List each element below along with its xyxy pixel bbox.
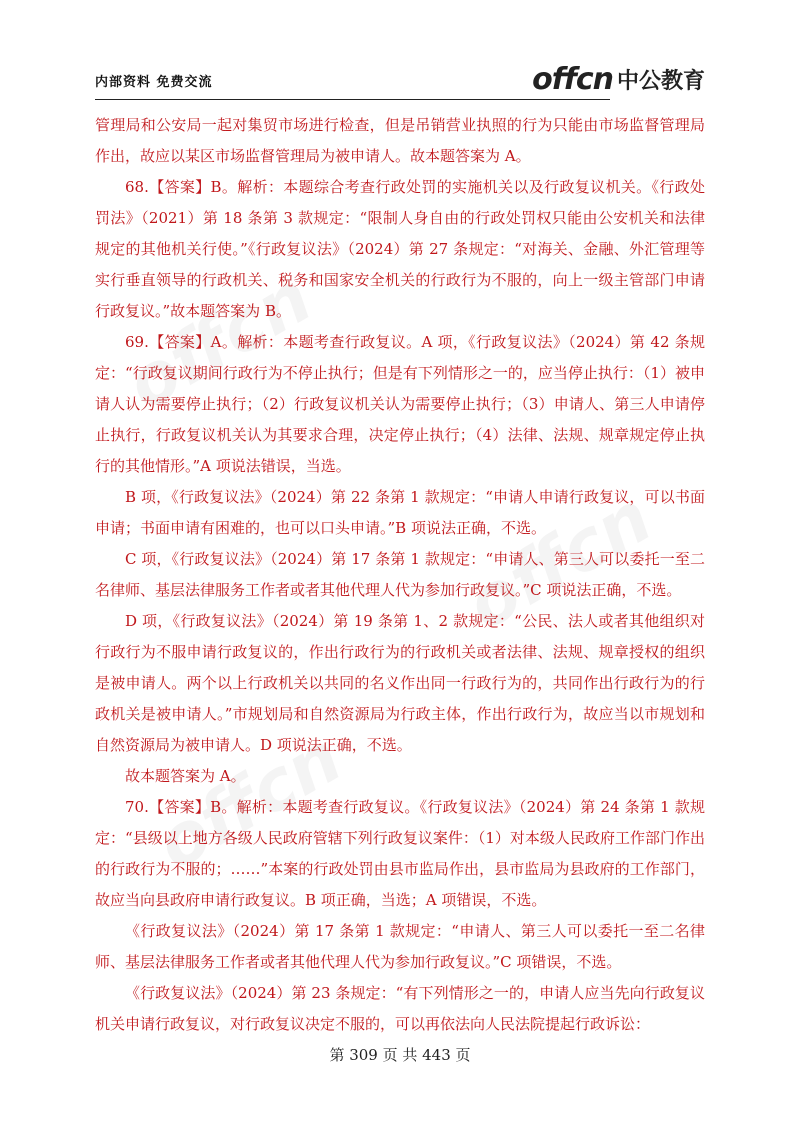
offcn-logo [532,62,705,97]
paragraph: 管理局和公安局一起对集贸市场进行检查，但是吊销营业执照的行为只能由市场监督管理局作出，故应以某区市场监督管理局为被申请人。故本题答案为 A。 [95,116,705,165]
page-header [95,60,705,100]
document-body [95,110,705,1040]
paragraph: 《行政复议法》（2024）第 17 条第 1 款规定：“申请人、第三人可以委托一至二名律师、基层法律服务工作者或者其他代理人代为参加行政复议。”C 项错误，不选。 [95,922,705,971]
paragraph: 68.【答案】B。解析：本题综合考查行政处罚的实施机关以及行政复议机关。《行政处罚法》（2021）第 18 条第 3 款规定：“限制人身自由的行政处罚权只能由公安机关和法律规定的其他机关行使。”《行政复议法》（2024）第 27 条规定：“对海关、金融、外汇管理等实行垂直领导的行政机关、税务和国家安全机关的行政行为不服的，向上一级主管部门申请行政复议。”故本题答案为 B。 [95,178,705,320]
page-number: 第 309 页 共 443 页 [329,1046,471,1064]
paragraph: 故本题答案为 A。 [125,767,246,785]
logo-latin: offcn [532,62,613,97]
paragraph: C 项，《行政复议法》（2024）第 17 条第 1 款规定：“申请人、第三人可以委托一至二名律师、基层法律服务工作者或者其他代理人代为参加行政复议。”C 项说法正确，不选。 [95,550,705,599]
paragraph: 70.【答案】B。解析：本题考查行政复议。《行政复议法》（2024）第 24 条第 1 款规定：“县级以上地方各级人民政府管辖下列行政复议案件：（1）对本级人民政府工作部门作出的行政行为不服的；……”本案的行政处罚由县市监局作出，县市监局为县政府的工作部门，故应当向县政府申请行政复议。B 项正确，当选；A 项错误，不选。 [95,798,705,909]
paragraph: 《行政复议法》（2024）第 23 条规定：“有下列情形之一的，申请人应当先向行政复议机关申请行政复议，对行政复议决定不服的，可以再依法向人民法院提起行政诉讼： [95,984,705,1033]
paragraph: D 项，《行政复议法》（2024）第 19 条第 1、2 款规定：“公民、法人或者其他组织对行政行为不服申请行政复议的，作出行政行为的行政机关或者法律、法规、规章授权的组织是被申请人。两个以上行政机关以共同的名义作出同一行政行为的，共同作出行政行为的行政机关是被申请人。”市规划局和自然资源局为行政主体，作出行政行为，故应当以市规划和自然资源局为被申请人。D 项说法正确，不选。 [95,612,705,754]
logo-chinese: 中公教育 [616,69,705,94]
header-note: 内部资料 免费交流 [95,75,213,90]
header-rule [95,99,610,100]
paragraph: 69.【答案】A。解析：本题考查行政复议。A 项，《行政复议法》（2024）第 42 条规定：“行政复议期间行政行为不停止执行；但是有下列情形之一的，应当停止执行：（1）被申请人认为需要停止执行；（2）行政复议机关认为需要停止执行；（3）申请人、第三人申请停止执行，行政复议机关认为其要求合理，决定停止执行；（4）法律、法规、规章规定停止执行的其他情形。”A 项说法错误，当选。 [95,333,705,475]
paragraph: B 项，《行政复议法》（2024）第 22 条第 1 款规定：“申请人申请行政复议，可以书面申请；书面申请有困难的，也可以口头申请。”B 项说法正确，不选。 [95,488,705,537]
